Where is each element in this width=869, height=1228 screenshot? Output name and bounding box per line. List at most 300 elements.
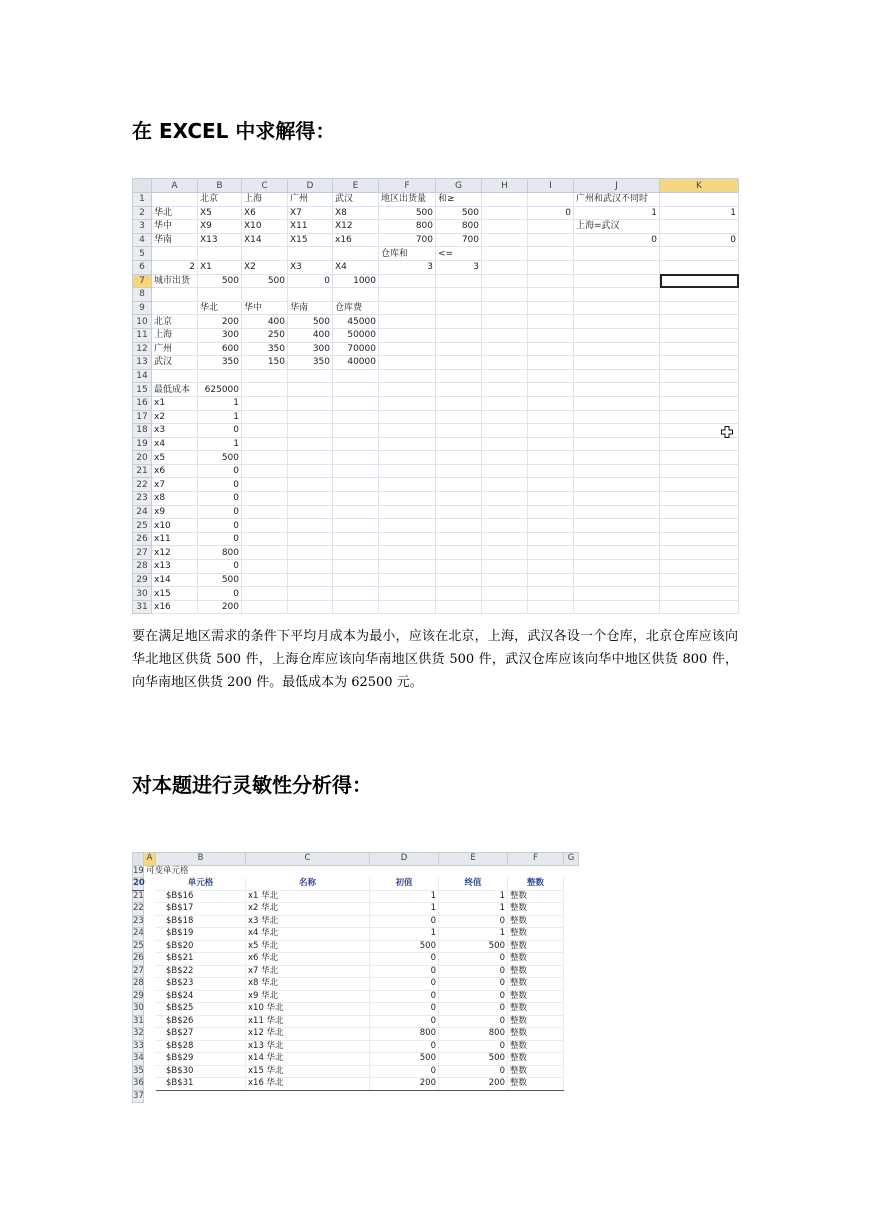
- report-initial-value[interactable]: 1: [370, 903, 439, 916]
- cell-i5[interactable]: [528, 247, 574, 261]
- cell-h20[interactable]: [482, 451, 528, 465]
- cell-d6[interactable]: X3: [288, 260, 333, 274]
- cell-j21[interactable]: [574, 464, 660, 478]
- cell-e26[interactable]: [333, 532, 379, 546]
- cell-k26[interactable]: [660, 532, 739, 546]
- report-final-value[interactable]: 500: [439, 940, 508, 953]
- cell-k25[interactable]: [660, 519, 739, 533]
- report-final-value[interactable]: 500: [439, 1053, 508, 1066]
- cell-j24[interactable]: [574, 505, 660, 519]
- cell-b16[interactable]: 1: [198, 396, 242, 410]
- cell-c21[interactable]: [242, 464, 288, 478]
- row-header-30[interactable]: 30: [133, 587, 152, 601]
- cell-j11[interactable]: [574, 328, 660, 342]
- cell-e19[interactable]: [333, 437, 379, 451]
- row-header-20[interactable]: 20: [133, 451, 152, 465]
- report-cell-ref[interactable]: $B$16: [156, 890, 246, 903]
- cell-j22[interactable]: [574, 478, 660, 492]
- cell-f9[interactable]: [379, 301, 436, 315]
- column-header-k[interactable]: K: [660, 179, 739, 193]
- cell-e24[interactable]: [333, 505, 379, 519]
- column-header-b[interactable]: B: [198, 179, 242, 193]
- report-cell-ref[interactable]: $B$18: [156, 915, 246, 928]
- cell-g18[interactable]: [436, 424, 482, 438]
- cell-f5[interactable]: 仓库和: [379, 247, 436, 261]
- cell-k23[interactable]: [660, 492, 739, 506]
- cell-a4[interactable]: 华南: [152, 233, 198, 247]
- cell-g20[interactable]: [436, 451, 482, 465]
- cell-i4[interactable]: [528, 233, 574, 247]
- cell-a31[interactable]: x16: [152, 600, 198, 614]
- report-name[interactable]: x3 华北: [246, 915, 370, 928]
- cell-i15[interactable]: [528, 383, 574, 397]
- cell-k1[interactable]: [660, 193, 739, 207]
- cell-j18[interactable]: [574, 424, 660, 438]
- cell-i18[interactable]: [528, 424, 574, 438]
- cell-k21[interactable]: [660, 464, 739, 478]
- cell-h19[interactable]: [482, 437, 528, 451]
- cell-e12[interactable]: 70000: [333, 342, 379, 356]
- cell-k17[interactable]: [660, 410, 739, 424]
- cell-j1[interactable]: 广州和武汉不同时: [574, 193, 660, 207]
- cell-c27[interactable]: [242, 546, 288, 560]
- cell-e25[interactable]: [333, 519, 379, 533]
- cell-h13[interactable]: [482, 356, 528, 370]
- cell-g26[interactable]: [436, 532, 482, 546]
- cell-d21[interactable]: [288, 464, 333, 478]
- cell-g25[interactable]: [436, 519, 482, 533]
- cell-c16[interactable]: [242, 396, 288, 410]
- cell-h7[interactable]: [482, 274, 528, 288]
- cell-j2[interactable]: 1: [574, 206, 660, 220]
- row-header-19[interactable]: 19: [133, 865, 144, 876]
- cell-g15[interactable]: [436, 383, 482, 397]
- cell-f28[interactable]: [379, 560, 436, 574]
- column-header-f[interactable]: F: [379, 179, 436, 193]
- cell-h26[interactable]: [482, 532, 528, 546]
- cell-a25[interactable]: x10: [152, 519, 198, 533]
- cell-g19[interactable]: [436, 437, 482, 451]
- cell-d13[interactable]: 350: [288, 356, 333, 370]
- cell-c25[interactable]: [242, 519, 288, 533]
- cell-d27[interactable]: [288, 546, 333, 560]
- cell-c10[interactable]: 400: [242, 315, 288, 329]
- report-integer[interactable]: 整数: [508, 1003, 564, 1016]
- row-header-6[interactable]: 6: [133, 260, 152, 274]
- cell-e1[interactable]: 武汉: [333, 193, 379, 207]
- cell-f26[interactable]: [379, 532, 436, 546]
- cell-h6[interactable]: [482, 260, 528, 274]
- row-header-29[interactable]: 29: [133, 573, 152, 587]
- cell-a19[interactable]: x4: [152, 437, 198, 451]
- cell-d4[interactable]: X15: [288, 233, 333, 247]
- column-header-c[interactable]: C: [242, 179, 288, 193]
- cell-k22[interactable]: [660, 478, 739, 492]
- cell-f8[interactable]: [379, 288, 436, 302]
- cell-f15[interactable]: [379, 383, 436, 397]
- cell-b1[interactable]: 北京: [198, 193, 242, 207]
- cell-f14[interactable]: [379, 369, 436, 383]
- cell-j20[interactable]: [574, 451, 660, 465]
- cell-b30[interactable]: 0: [198, 587, 242, 601]
- column-header-a[interactable]: A: [152, 179, 198, 193]
- cell-g9[interactable]: [436, 301, 482, 315]
- cell-g17[interactable]: [436, 410, 482, 424]
- cell-c26[interactable]: [242, 532, 288, 546]
- cell-h21[interactable]: [482, 464, 528, 478]
- cell-b3[interactable]: X9: [198, 220, 242, 234]
- row-header-28[interactable]: 28: [133, 560, 152, 574]
- cell-h23[interactable]: [482, 492, 528, 506]
- row-header-7[interactable]: 7: [133, 274, 152, 288]
- report-name[interactable]: x8 华北: [246, 978, 370, 991]
- cell-j5[interactable]: [574, 247, 660, 261]
- column-header-i[interactable]: I: [528, 179, 574, 193]
- cell-j30[interactable]: [574, 587, 660, 601]
- row-header-11[interactable]: 11: [133, 328, 152, 342]
- row-header-27[interactable]: 27: [133, 965, 144, 976]
- cell-f23[interactable]: [379, 492, 436, 506]
- cell-f11[interactable]: [379, 328, 436, 342]
- cell-k11[interactable]: [660, 328, 739, 342]
- report-cell-ref[interactable]: $B$20: [156, 940, 246, 953]
- cell-a20[interactable]: x5: [152, 451, 198, 465]
- cell-i7[interactable]: [528, 274, 574, 288]
- cell-j17[interactable]: [574, 410, 660, 424]
- report-integer[interactable]: 整数: [508, 953, 564, 966]
- report-integer[interactable]: 整数: [508, 1015, 564, 1028]
- row-header-13[interactable]: 13: [133, 356, 152, 370]
- column-header-c[interactable]: C: [246, 853, 370, 866]
- report-integer[interactable]: 整数: [508, 965, 564, 978]
- cell-c7[interactable]: 500: [242, 274, 288, 288]
- cell-f21[interactable]: [379, 464, 436, 478]
- cell-j27[interactable]: [574, 546, 660, 560]
- cell-d7[interactable]: 0: [288, 274, 333, 288]
- cell-h31[interactable]: [482, 600, 528, 614]
- row-header-24[interactable]: 24: [133, 505, 152, 519]
- cell-h29[interactable]: [482, 573, 528, 587]
- cell-f19[interactable]: [379, 437, 436, 451]
- cell-b24[interactable]: 0: [198, 505, 242, 519]
- column-header-e[interactable]: E: [439, 853, 508, 866]
- cell-e15[interactable]: [333, 383, 379, 397]
- cell-d30[interactable]: [288, 587, 333, 601]
- cell-e8[interactable]: [333, 288, 379, 302]
- row-header-26[interactable]: 26: [133, 953, 144, 964]
- cell-i9[interactable]: [528, 301, 574, 315]
- cell-b5[interactable]: [198, 247, 242, 261]
- row-header-25[interactable]: 25: [133, 940, 144, 951]
- cell-c3[interactable]: X10: [242, 220, 288, 234]
- cell-j29[interactable]: [574, 573, 660, 587]
- report-cell-ref[interactable]: $B$29: [156, 1053, 246, 1066]
- cell-d18[interactable]: [288, 424, 333, 438]
- report-final-value[interactable]: 0: [439, 965, 508, 978]
- column-header-d[interactable]: D: [288, 179, 333, 193]
- cell-g30[interactable]: [436, 587, 482, 601]
- cell-c23[interactable]: [242, 492, 288, 506]
- row-header-2[interactable]: 2: [133, 206, 152, 220]
- report-integer[interactable]: 整数: [508, 890, 564, 903]
- cell-g7[interactable]: [436, 274, 482, 288]
- report-final-value[interactable]: 0: [439, 915, 508, 928]
- cell-c8[interactable]: [242, 288, 288, 302]
- cell-a30[interactable]: x15: [152, 587, 198, 601]
- cell-j7[interactable]: [574, 274, 660, 288]
- cell-f27[interactable]: [379, 546, 436, 560]
- cell-a6[interactable]: 2: [152, 260, 198, 274]
- report-integer[interactable]: 整数: [508, 1028, 564, 1041]
- cell-b27[interactable]: 800: [198, 546, 242, 560]
- column-header-g[interactable]: G: [436, 179, 482, 193]
- report-name[interactable]: x4 华北: [246, 928, 370, 941]
- cell-a13[interactable]: 武汉: [152, 356, 198, 370]
- cell-b9[interactable]: 华北: [198, 301, 242, 315]
- report-initial-value[interactable]: 200: [370, 1078, 439, 1091]
- cell-i27[interactable]: [528, 546, 574, 560]
- cell-i21[interactable]: [528, 464, 574, 478]
- report-cell-ref[interactable]: $B$19: [156, 928, 246, 941]
- cell-h8[interactable]: [482, 288, 528, 302]
- cell-g14[interactable]: [436, 369, 482, 383]
- cell-h2[interactable]: [482, 206, 528, 220]
- column-header-g[interactable]: G: [564, 853, 579, 866]
- cell-k5[interactable]: [660, 247, 739, 261]
- cell-h18[interactable]: [482, 424, 528, 438]
- report-initial-value[interactable]: 0: [370, 965, 439, 978]
- cell-c15[interactable]: [242, 383, 288, 397]
- cell-f20[interactable]: [379, 451, 436, 465]
- cell-b2[interactable]: X5: [198, 206, 242, 220]
- row-header-15[interactable]: 15: [133, 383, 152, 397]
- cell-g31[interactable]: [436, 600, 482, 614]
- row-header-8[interactable]: 8: [133, 288, 152, 302]
- report-name[interactable]: x9 华北: [246, 990, 370, 1003]
- report-integer[interactable]: 整数: [508, 1078, 564, 1091]
- report-integer[interactable]: 整数: [508, 903, 564, 916]
- cell-f1[interactable]: 地区出货量: [379, 193, 436, 207]
- cell-b17[interactable]: 1: [198, 410, 242, 424]
- cell-k7[interactable]: [660, 274, 739, 288]
- cell-h5[interactable]: [482, 247, 528, 261]
- report-initial-value[interactable]: 0: [370, 978, 439, 991]
- cell-i13[interactable]: [528, 356, 574, 370]
- cell-h10[interactable]: [482, 315, 528, 329]
- cell-k6[interactable]: [660, 260, 739, 274]
- cell-k2[interactable]: 1: [660, 206, 739, 220]
- report-final-value[interactable]: 0: [439, 990, 508, 1003]
- cell-g5[interactable]: <=: [436, 247, 482, 261]
- cell-a9[interactable]: [152, 301, 198, 315]
- cell-a21[interactable]: x6: [152, 464, 198, 478]
- cell-e30[interactable]: [333, 587, 379, 601]
- cell-i26[interactable]: [528, 532, 574, 546]
- cell-d23[interactable]: [288, 492, 333, 506]
- cell-b7[interactable]: 500: [198, 274, 242, 288]
- cell-e16[interactable]: [333, 396, 379, 410]
- row-header-16[interactable]: 16: [133, 396, 152, 410]
- report-integer[interactable]: 整数: [508, 940, 564, 953]
- cell-b26[interactable]: 0: [198, 532, 242, 546]
- row-header-21[interactable]: 21: [133, 890, 144, 901]
- sheet-corner[interactable]: [133, 853, 144, 866]
- cell-i22[interactable]: [528, 478, 574, 492]
- cell-i3[interactable]: [528, 220, 574, 234]
- cell-j16[interactable]: [574, 396, 660, 410]
- cell-c5[interactable]: [242, 247, 288, 261]
- cell-k20[interactable]: [660, 451, 739, 465]
- report-initial-value[interactable]: 0: [370, 953, 439, 966]
- cell-j10[interactable]: [574, 315, 660, 329]
- report-cell-ref[interactable]: $B$23: [156, 978, 246, 991]
- cell-d24[interactable]: [288, 505, 333, 519]
- column-header-j[interactable]: J: [574, 179, 660, 193]
- cell-h30[interactable]: [482, 587, 528, 601]
- cell-g27[interactable]: [436, 546, 482, 560]
- cell-g6[interactable]: 3: [436, 260, 482, 274]
- cell-k12[interactable]: [660, 342, 739, 356]
- cell-j23[interactable]: [574, 492, 660, 506]
- report-cell-ref[interactable]: $B$25: [156, 1003, 246, 1016]
- cell-b29[interactable]: 500: [198, 573, 242, 587]
- cell-k3[interactable]: [660, 220, 739, 234]
- cell-a5[interactable]: [152, 247, 198, 261]
- cell-i30[interactable]: [528, 587, 574, 601]
- cell-g16[interactable]: [436, 396, 482, 410]
- cell-d14[interactable]: [288, 369, 333, 383]
- cell-h14[interactable]: [482, 369, 528, 383]
- row-header-24[interactable]: 24: [133, 928, 144, 939]
- cell-h9[interactable]: [482, 301, 528, 315]
- row-header-22[interactable]: 22: [133, 903, 144, 914]
- cell-d26[interactable]: [288, 532, 333, 546]
- row-header-18[interactable]: 18: [133, 424, 152, 438]
- row-header-32[interactable]: 32: [133, 1028, 144, 1039]
- report-integer[interactable]: 整数: [508, 928, 564, 941]
- cell-c28[interactable]: [242, 560, 288, 574]
- cell-j26[interactable]: [574, 532, 660, 546]
- cell-d3[interactable]: X11: [288, 220, 333, 234]
- cell-i19[interactable]: [528, 437, 574, 451]
- cell-b21[interactable]: 0: [198, 464, 242, 478]
- cell-d12[interactable]: 300: [288, 342, 333, 356]
- cell-f30[interactable]: [379, 587, 436, 601]
- cell-j28[interactable]: [574, 560, 660, 574]
- cell-j4[interactable]: 0: [574, 233, 660, 247]
- report-final-value[interactable]: 0: [439, 978, 508, 991]
- report-final-value[interactable]: 0: [439, 1003, 508, 1016]
- cell-e22[interactable]: [333, 478, 379, 492]
- cell-e6[interactable]: X4: [333, 260, 379, 274]
- cell-h11[interactable]: [482, 328, 528, 342]
- cell-f7[interactable]: [379, 274, 436, 288]
- cell-f17[interactable]: [379, 410, 436, 424]
- cell-e28[interactable]: [333, 560, 379, 574]
- cell-b15[interactable]: 625000: [198, 383, 242, 397]
- cell-k28[interactable]: [660, 560, 739, 574]
- row-header-25[interactable]: 25: [133, 519, 152, 533]
- row-header-35[interactable]: 35: [133, 1065, 144, 1076]
- cell-e18[interactable]: [333, 424, 379, 438]
- cell-i17[interactable]: [528, 410, 574, 424]
- cell-e14[interactable]: [333, 369, 379, 383]
- cell-h25[interactable]: [482, 519, 528, 533]
- cell-a28[interactable]: x13: [152, 560, 198, 574]
- report-final-value[interactable]: 1: [439, 890, 508, 903]
- cell-j6[interactable]: [574, 260, 660, 274]
- cell-i28[interactable]: [528, 560, 574, 574]
- cell-e23[interactable]: [333, 492, 379, 506]
- cell-i14[interactable]: [528, 369, 574, 383]
- report-initial-value[interactable]: 800: [370, 1028, 439, 1041]
- cell-j19[interactable]: [574, 437, 660, 451]
- cell-g28[interactable]: [436, 560, 482, 574]
- cell-a12[interactable]: 广州: [152, 342, 198, 356]
- sheet-corner[interactable]: [133, 179, 152, 193]
- cell-b25[interactable]: 0: [198, 519, 242, 533]
- cell-e29[interactable]: [333, 573, 379, 587]
- cell-f29[interactable]: [379, 573, 436, 587]
- cell-g4[interactable]: 700: [436, 233, 482, 247]
- report-integer[interactable]: 整数: [508, 1040, 564, 1053]
- cell-c20[interactable]: [242, 451, 288, 465]
- cell-c18[interactable]: [242, 424, 288, 438]
- cell-h28[interactable]: [482, 560, 528, 574]
- cell-f13[interactable]: [379, 356, 436, 370]
- cell-c9[interactable]: 华中: [242, 301, 288, 315]
- row-header-19[interactable]: 19: [133, 437, 152, 451]
- column-header-h[interactable]: H: [482, 179, 528, 193]
- cell-h22[interactable]: [482, 478, 528, 492]
- cell-f6[interactable]: 3: [379, 260, 436, 274]
- cell-e17[interactable]: [333, 410, 379, 424]
- cell-d20[interactable]: [288, 451, 333, 465]
- cell-k30[interactable]: [660, 587, 739, 601]
- cell-g8[interactable]: [436, 288, 482, 302]
- cell-e11[interactable]: 50000: [333, 328, 379, 342]
- report-final-value[interactable]: 0: [439, 953, 508, 966]
- report-name[interactable]: x5 华北: [246, 940, 370, 953]
- cell-k15[interactable]: [660, 383, 739, 397]
- report-initial-value[interactable]: 0: [370, 990, 439, 1003]
- cell-f2[interactable]: 500: [379, 206, 436, 220]
- cell-f4[interactable]: 700: [379, 233, 436, 247]
- cell-b28[interactable]: 0: [198, 560, 242, 574]
- cell-e5[interactable]: [333, 247, 379, 261]
- cell-c12[interactable]: 350: [242, 342, 288, 356]
- report-cell-ref[interactable]: $B$17: [156, 903, 246, 916]
- report-initial-value[interactable]: 0: [370, 1003, 439, 1016]
- report-cell-ref[interactable]: $B$31: [156, 1078, 246, 1091]
- cell-a14[interactable]: [152, 369, 198, 383]
- cell-i29[interactable]: [528, 573, 574, 587]
- report-name[interactable]: x13 华北: [246, 1040, 370, 1053]
- report-cell-ref[interactable]: $B$24: [156, 990, 246, 1003]
- cell-k16[interactable]: [660, 396, 739, 410]
- cell-c4[interactable]: X14: [242, 233, 288, 247]
- cell-a22[interactable]: x7: [152, 478, 198, 492]
- cell-e7[interactable]: 1000: [333, 274, 379, 288]
- cell-a1[interactable]: [152, 193, 198, 207]
- report-cell-ref[interactable]: $B$22: [156, 965, 246, 978]
- cell-c31[interactable]: [242, 600, 288, 614]
- cell-f24[interactable]: [379, 505, 436, 519]
- report-final-value[interactable]: 1: [439, 928, 508, 941]
- column-header-e[interactable]: E: [333, 179, 379, 193]
- cell-b13[interactable]: 350: [198, 356, 242, 370]
- cell-a8[interactable]: [152, 288, 198, 302]
